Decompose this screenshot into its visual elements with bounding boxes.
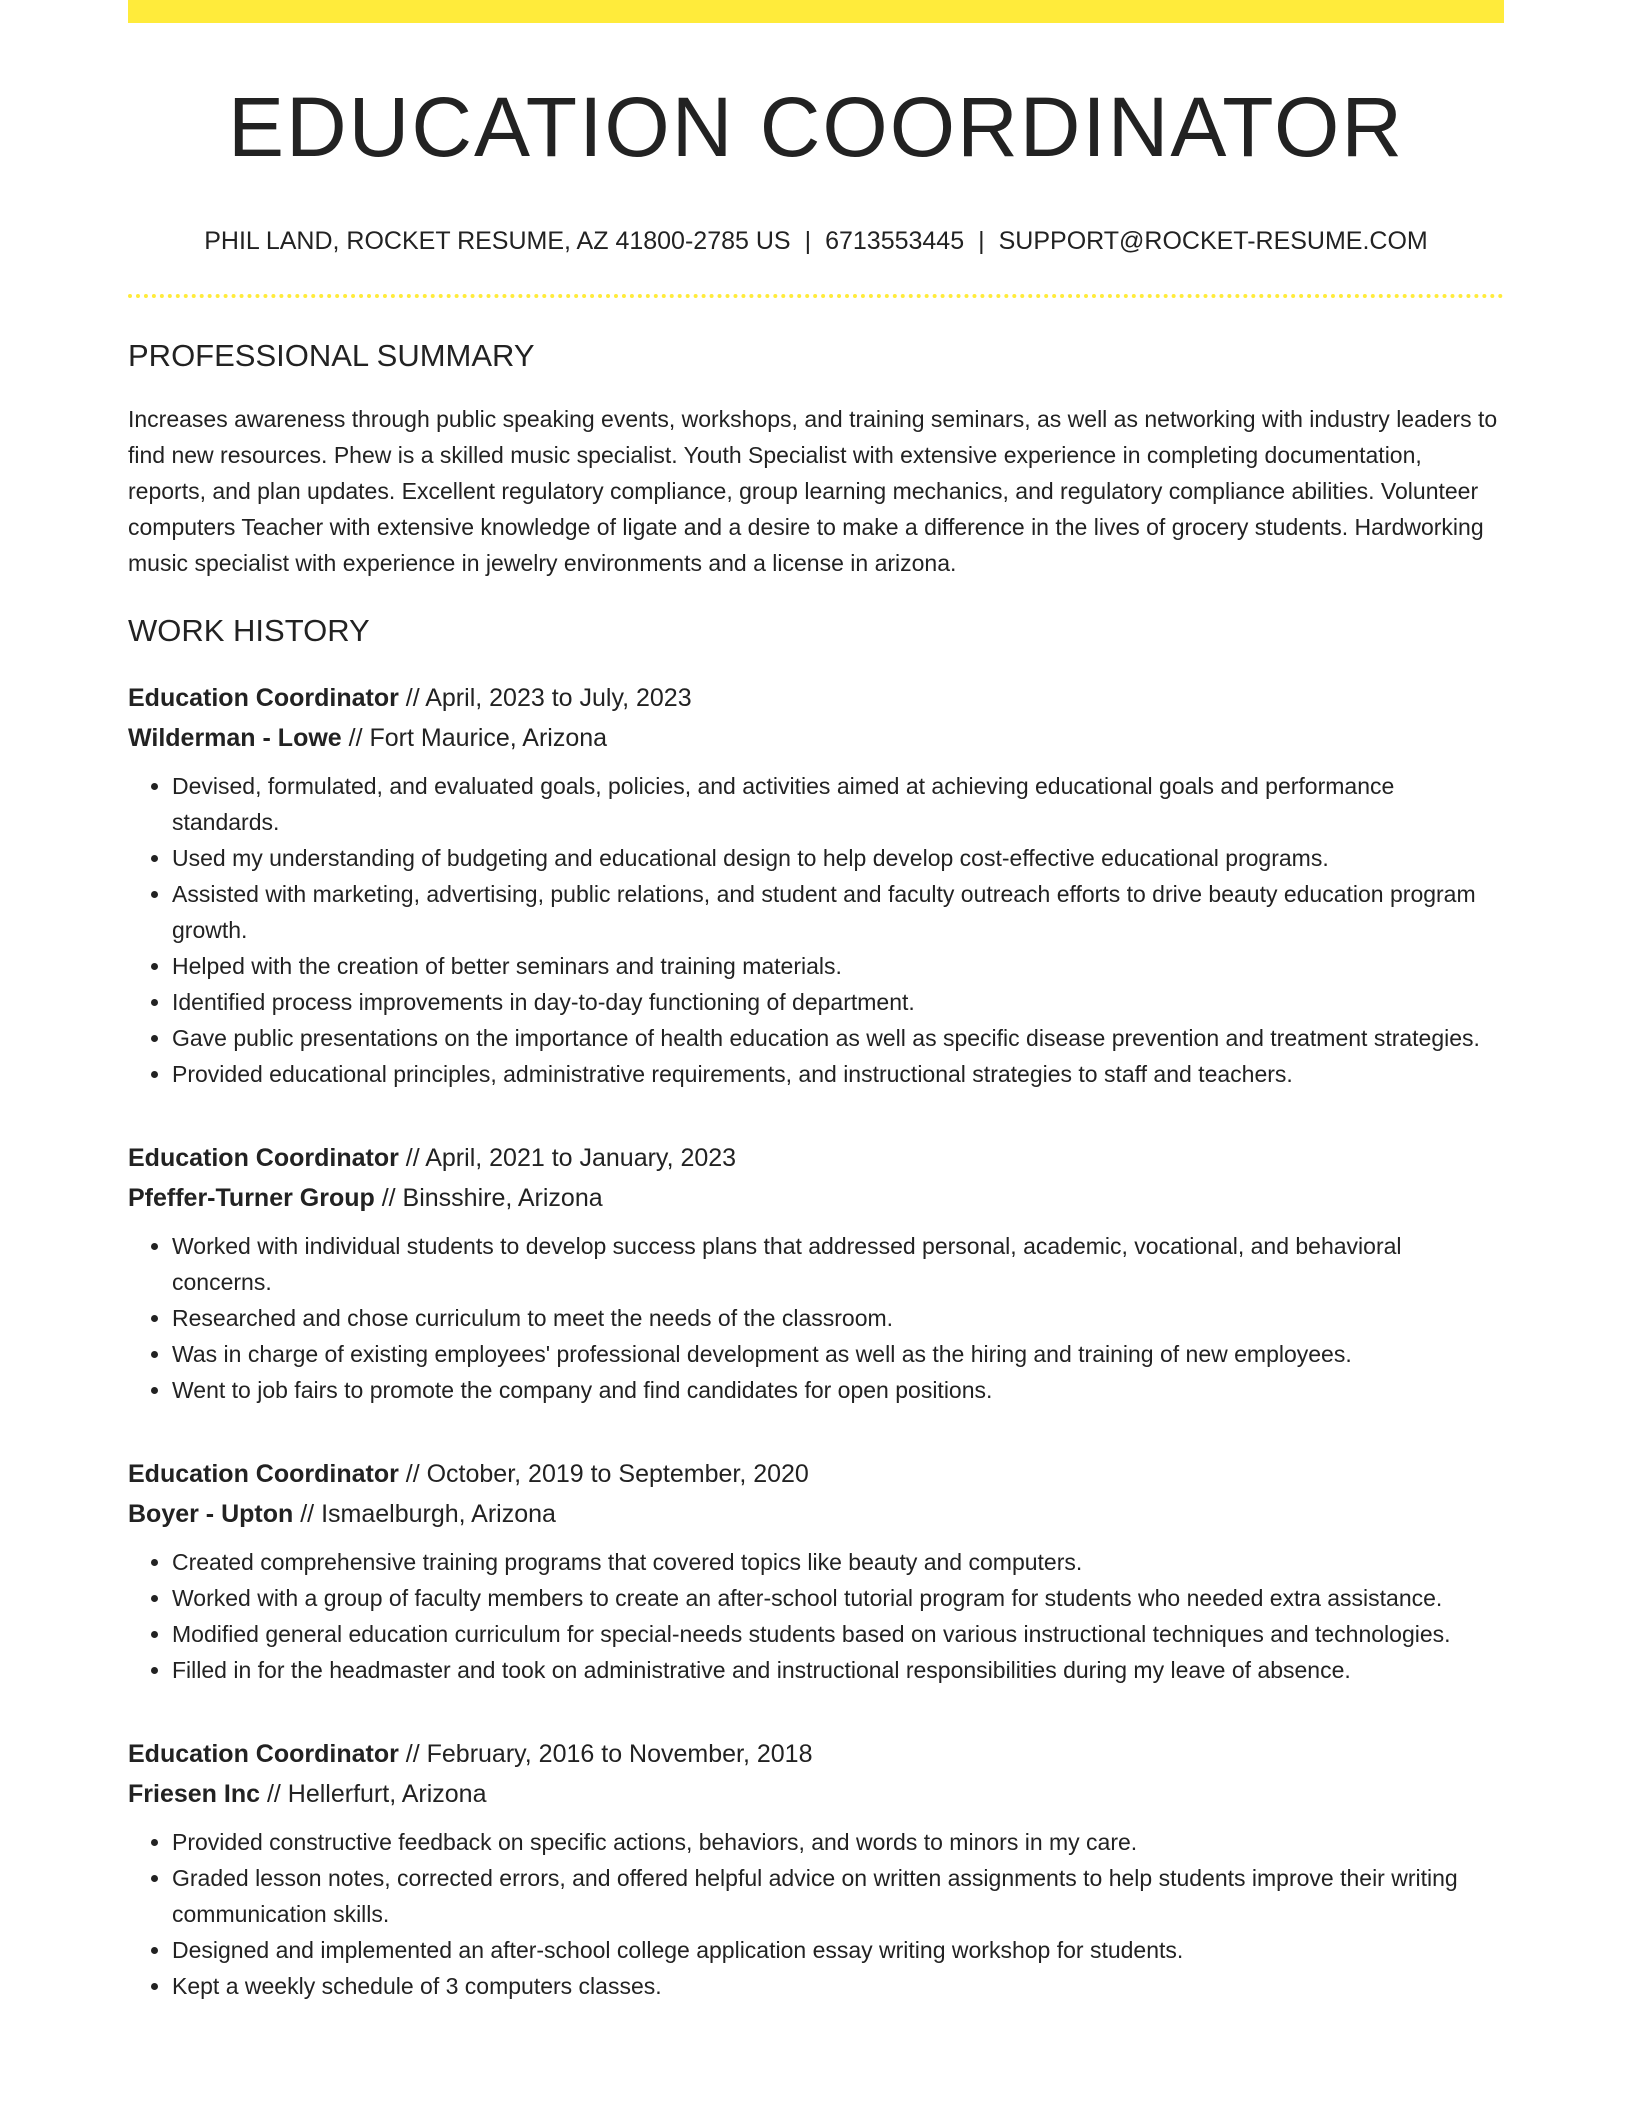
job-bullet: • Created comprehensive training programs that covered topics like beauty and computers.: [172, 1544, 1504, 1580]
job-dates: // April, 2023 to July, 2023: [398, 684, 692, 712]
job-bullet: • Provided constructive feedback on specific actions, behaviors, and words to minors in my care.: [172, 1824, 1504, 1860]
job-role: Education Coordinator: [128, 1740, 399, 1768]
job-bullet: • Devised, formulated, and evaluated goals, policies, and activities aimed at achieving educational goals and performance standards.: [172, 768, 1504, 840]
job-role-line: [128, 1454, 1504, 1494]
job-entry: [128, 678, 1504, 1092]
summary-text: Increases awareness through public speaking events, workshops, and training seminars, as well as networking with industry leaders to find new resources. Phew is a skilled music specialist. Youth Specialist with extensive experience in completing documentation, reports, and plan updates. Excellent regulatory compliance, group learning mechanics, and regulatory compliance abilities. Volunteer computers Teacher with extensive knowledge of ligate and a desire to make a difference in the lives of grocery students. Hardworking music specialist with experience in jewelry environments and a license in arizona.: [128, 406, 1498, 576]
job-bullet: • Identified process improvements in day-to-day functioning of department.: [172, 984, 1504, 1020]
job-bullet: • Worked with a group of faculty members to create an after-school tutorial program for students who needed extra assistance.: [172, 1580, 1504, 1616]
job-role: Education Coordinator: [128, 684, 399, 712]
job-dates: // February, 2016 to November, 2018: [398, 1740, 813, 1768]
job-role: Education Coordinator: [128, 1144, 399, 1172]
dotted-divider: [128, 294, 1504, 298]
job-company-line: [128, 1494, 1504, 1534]
job-entry: [128, 1454, 1504, 1688]
job-role-line: [128, 1734, 1504, 1774]
job-bullet: • Worked with individual students to develop success plans that addressed personal, academic, vocational, and behavioral concerns.: [172, 1228, 1504, 1300]
contact-separator: |: [978, 227, 985, 255]
job-location: // Binsshire, Arizona: [374, 1184, 603, 1212]
contact-line: [128, 229, 1504, 254]
job-company-line: [128, 718, 1504, 758]
job-company: Friesen Inc: [128, 1780, 260, 1808]
job-dates: // October, 2019 to September, 2020: [398, 1460, 809, 1488]
job-bullet: • Graded lesson notes, corrected errors, and offered helpful advice on written assignments to help students improve their writing communication skills.: [172, 1860, 1504, 1932]
job-dates: // April, 2021 to January, 2023: [398, 1144, 737, 1172]
work-history-heading: WORK HISTORY: [128, 613, 370, 648]
job-bullets: [128, 1544, 1504, 1688]
job-bullet: • Gave public presentations on the importance of health education as well as specific disease prevention and treatment strategies.: [172, 1020, 1504, 1056]
job-bullet: • Assisted with marketing, advertising, public relations, and student and faculty outreach efforts to drive beauty education program growth.: [172, 876, 1504, 948]
summary-heading: PROFESSIONAL SUMMARY: [128, 338, 535, 373]
job-bullet: • Used my understanding of budgeting and educational design to help develop cost-effective educational programs.: [172, 840, 1504, 876]
job-bullet: • Modified general education curriculum for special-needs students based on various instructional techniques and technologies.: [172, 1616, 1504, 1652]
job-bullets: [128, 768, 1504, 1092]
contact-separator: |: [804, 227, 812, 255]
contact-email: SUPPORT@ROCKET-RESUME.COM: [998, 227, 1428, 255]
resume-name: EDUCATION COORDINATOR: [227, 80, 1405, 174]
job-bullet: • Provided educational principles, administrative requirements, and instructional strategies to staff and teachers.: [172, 1056, 1504, 1092]
job-role: Education Coordinator: [128, 1460, 399, 1488]
job-role-line: [128, 678, 1504, 718]
job-company: Wilderman - Lowe: [128, 724, 342, 752]
job-bullet: • Went to job fairs to promote the company and find candidates for open positions.: [172, 1372, 1504, 1408]
job-location: // Hellerfurt, Arizona: [260, 1780, 487, 1808]
contact-phone: 6713553445: [825, 227, 965, 255]
job-location: // Fort Maurice, Arizona: [341, 724, 608, 752]
job-location: // Ismaelburgh, Arizona: [293, 1500, 556, 1528]
job-bullets: [128, 1824, 1504, 2004]
job-bullet: • Filled in for the headmaster and took on administrative and instructional responsibilities during my leave of absence.: [172, 1652, 1504, 1688]
job-bullet: • Designed and implemented an after-school college application essay writing workshop for students.: [172, 1932, 1504, 1968]
job-bullets: [128, 1228, 1504, 1408]
job-entry: [128, 1734, 1504, 2004]
job-company: Pfeffer-Turner Group: [128, 1184, 375, 1212]
job-bullet: • Helped with the creation of better seminars and training materials.: [172, 948, 1504, 984]
job-company-line: [128, 1774, 1504, 1814]
contact-address: PHIL LAND, ROCKET RESUME, AZ 41800-2785 US: [204, 227, 791, 255]
job-bullet: • Researched and chose curriculum to meet the needs of the classroom.: [172, 1300, 1504, 1336]
job-company-line: [128, 1178, 1504, 1218]
job-bullet: • Kept a weekly schedule of 3 computers classes.: [172, 1968, 1504, 2004]
accent-top-bar: [128, 0, 1504, 23]
job-company: Boyer - Upton: [128, 1500, 294, 1528]
job-entry: [128, 1138, 1504, 1408]
resume-page: [128, 0, 1504, 2004]
job-role-line: [128, 1138, 1504, 1178]
job-bullet: • Was in charge of existing employees' professional development as well as the hiring and training of new employees.: [172, 1336, 1504, 1372]
